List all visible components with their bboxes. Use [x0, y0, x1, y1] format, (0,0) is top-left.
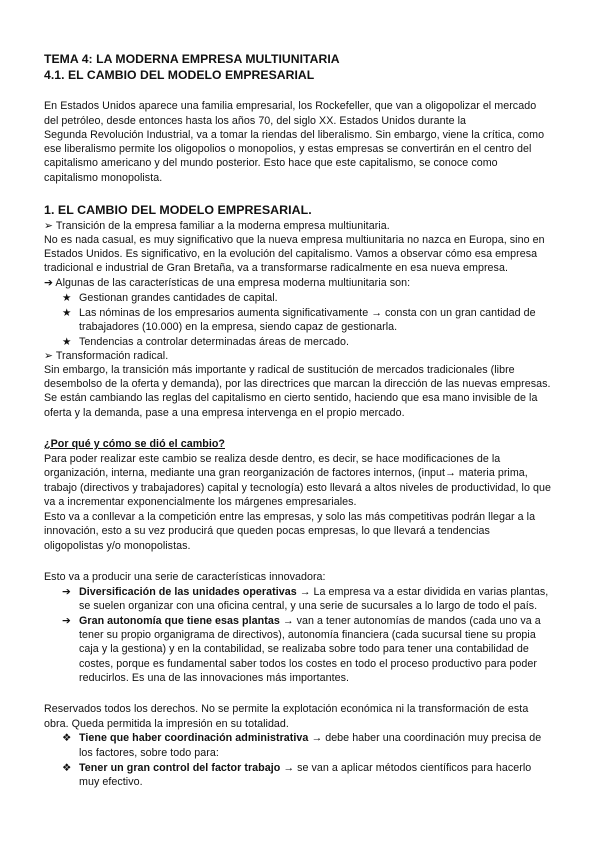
intro-line: Segunda Revolución Industrial, va a tomar la riendas del liberalismo. Sin embargo, viene la crítica, como — [44, 129, 545, 141]
diamond-icon: ❖ — [62, 732, 72, 744]
star-item: Gestionan grandes cantidades de capital. — [79, 292, 278, 304]
star-item-continuation: trabajadores (10.000) en la empresa, siendo capaz de gestionarla. — [79, 321, 398, 333]
diamond-item — [79, 761, 531, 775]
diamond-item-continuation: los factores, sobre todo para: — [79, 747, 219, 759]
rights-notice-line: obra. Queda permitida la impresión en su totalidad. — [44, 718, 289, 730]
arrow-item-continuation: reducirlos. Es una de las innovaciones más importantes. — [79, 672, 350, 684]
arrow-item-continuation: caja y la gestiona) y en la contabilidad, se realizaba sobre todo para tener una contabilidad de — [79, 643, 529, 655]
section-1-para-2-line: Se están cambiando las reglas del capitalismo en cierto sentido, haciendo que esa mano invisible de la — [44, 392, 538, 404]
star-icon: ★ — [62, 292, 72, 304]
intro-line: ese liberalismo permite los oligopolios o monopolios, y estas empresas se convertirán en el centro del — [44, 143, 532, 155]
arrow-item-bold: Gran autonomía que tiene esas plantas — [79, 615, 280, 627]
section-2-para-1-line: va a incrementar exponencialmente los márgenes empresariales. — [44, 496, 357, 508]
section-1-para-2-line: desembolso de la oferta y demanda), por las directrices que marcan la dirección de las nuevas empresas. — [44, 378, 551, 390]
title-line-1: TEMA 4: LA MODERNA EMPRESA MULTIUNITARIA — [44, 52, 340, 66]
rights-notice-line: Reservados todos los derechos. No se permite la explotación económica ni la transformación de esta — [44, 703, 529, 715]
innovations-intro: Esto va a producir una serie de características innovadora: — [44, 571, 326, 583]
arrow-item-bold: Diversificación de las unidades operativas — [79, 586, 297, 598]
star-item: Las nóminas de los empresarios aumenta significativamente → consta con un gran cantidad de — [79, 307, 536, 319]
intro-line: capitalismo monopolista. — [44, 172, 163, 184]
section-1-para-1-line: No es nada casual, es muy significativo que la nueva empresa multiunitaria no nazca en Europa, sino en — [44, 234, 545, 246]
section-1-heading: 1. EL CAMBIO DEL MODELO EMPRESARIAL. — [44, 203, 312, 217]
diamond-item-continuation: muy efectivo. — [79, 776, 143, 788]
diamond-item — [79, 731, 541, 745]
star-icon: ★ — [62, 336, 72, 348]
arrow-item — [79, 585, 548, 599]
section-1-para-2-line: oferta y la demanda, pase a una empresa intervenga en el propio mercado. — [44, 407, 405, 419]
diamond-item-rest: → se van a aplicar métodos científicos para hacerlo — [280, 762, 532, 774]
section-2-para-1-line: organización, interna, mediante una gran reorganización de factores internos, (input→ materia prima, — [44, 467, 528, 479]
arrow-item-continuation: costes, porque es fundamental saber todos los costes en todo el proceso productivo para poder — [79, 658, 537, 670]
transition-bullet: ➢ Transición de la empresa familiar a la moderna empresa multiunitaria. — [44, 220, 390, 232]
diamond-item-rest: → debe haber una coordinación muy precisa de — [308, 732, 542, 744]
intro-line: del petróleo, desde entonces hasta los años 70, del siglo XX. Estados Unidos durante la — [44, 115, 467, 127]
section-1-para-2-line: Sin embargo, la transición más importante y radical de sustitución de mercados tradicionales (libre — [44, 364, 515, 376]
star-item: Tendencias a controlar determinadas áreas de mercado. — [79, 336, 349, 348]
section-2-para-2-line: oligopolistas y/o monopolistas. — [44, 540, 191, 552]
features-intro: ➔ Algunas de las características de una empresa moderna multiunitaria son: — [44, 277, 411, 289]
title-line-2: 4.1. EL CAMBIO DEL MODELO EMPRESARIAL — [44, 68, 315, 82]
section-2-para-2-line: innovación, esto a su vez producirá que queden pocas empresas, lo que llevará a tendencias — [44, 525, 490, 537]
diamond-item-bold: Tiene que haber coordinación administrativa — [79, 732, 309, 744]
section-2-heading: ¿Por qué y cómo se dió el cambio? — [44, 438, 225, 450]
diamond-item-bold: Tener un gran control del factor trabajo — [79, 762, 281, 774]
section-1-para-1-line: Estados Unidos. Es significativo, en la evolución del capitalismo. Vamos a observar cómo esa empresa — [44, 248, 538, 260]
arrow-icon: ➔ — [62, 615, 71, 627]
diamond-icon: ❖ — [62, 762, 72, 774]
intro-line: capitalismo americano y del mundo posterior. Esto hace que este capitalismo, se conoce como — [44, 157, 498, 169]
arrow-item-continuation: se suelen organizar con una oficina central, y una serie de sucursales a lo largo de todo el país. — [79, 600, 538, 612]
section-1-para-1-line: tradicional e industrial de Gran Bretaña, va a transformarse radicalmente en esa nueva empresa. — [44, 262, 508, 274]
arrow-item-rest: → La empresa va a estar dividida en varias plantas, — [296, 586, 549, 598]
section-2-para-2-line: Esto va a conllevar a la competición entre las empresas, y solo las más competitivas podrán llegar a la — [44, 511, 536, 523]
arrow-item-rest: → van a tener autonomías de mandos (cada uno va a — [279, 615, 541, 627]
arrow-icon: ➔ — [62, 586, 71, 598]
arrow-item — [79, 614, 541, 628]
radical-bullet: ➢ Transformación radical. — [44, 350, 169, 362]
section-2-para-1-line: trabajo (directivos y trabajadores) capital y tecnología) esto llevará a altos niveles de productividad, lo que — [44, 482, 551, 494]
section-2-para-1-line: Para poder realizar este cambio se realiza desde dentro, es decir, se hace modificaciones de la — [44, 453, 501, 465]
star-icon: ★ — [62, 307, 72, 319]
intro-line: En Estados Unidos aparece una familia empresarial, los Rockefeller, que van a oligopolizar el mercado — [44, 100, 537, 112]
arrow-item-continuation: tener su propio organigrama de directivos), autonomía financiera (cada sucursal tiene su propia — [79, 629, 536, 641]
